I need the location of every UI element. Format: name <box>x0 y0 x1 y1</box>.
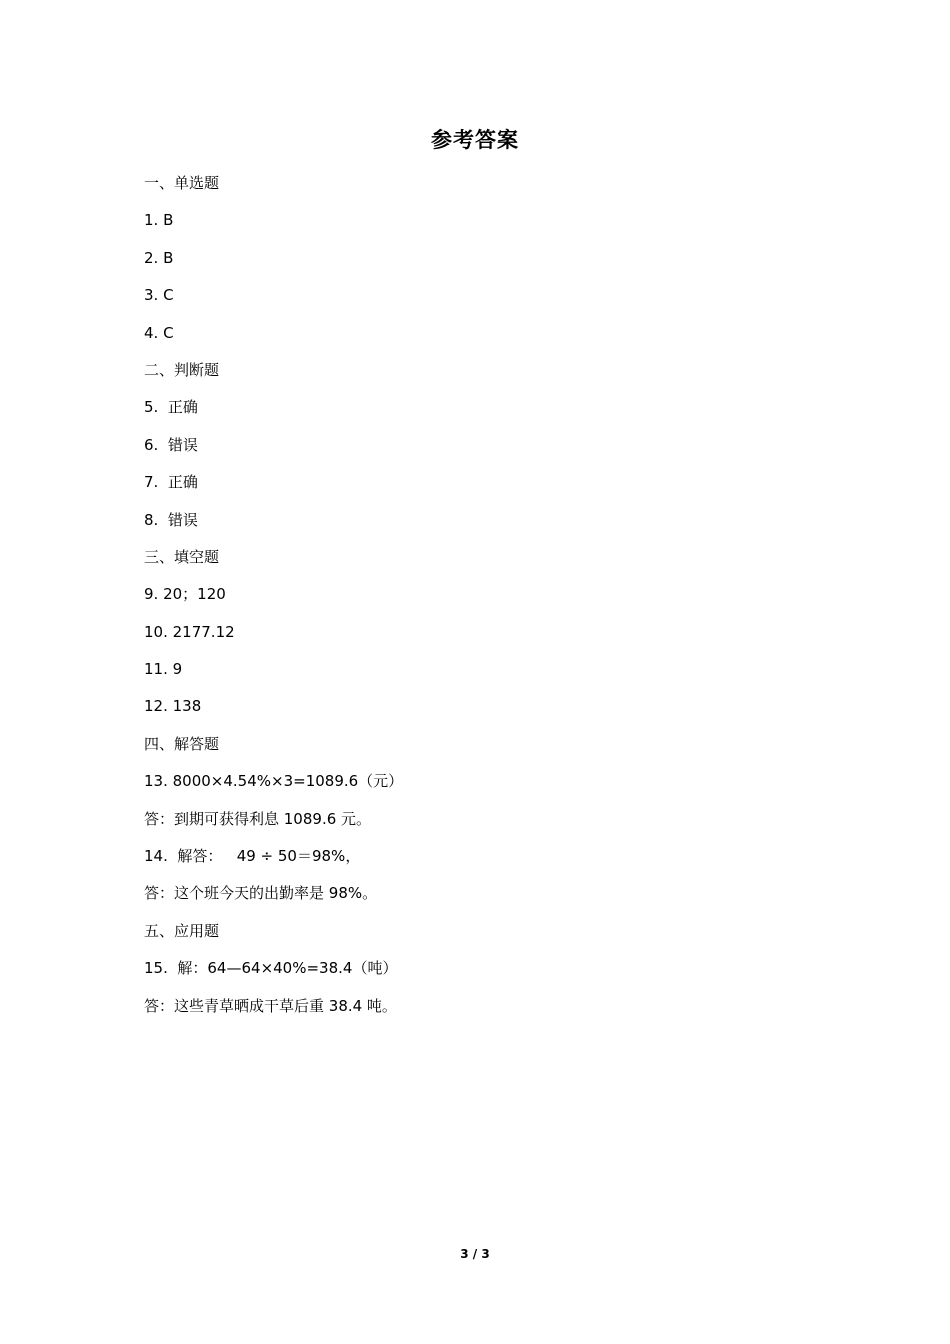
answer-line: 6. 错误 <box>144 435 198 454</box>
answer-line: 8. 错误 <box>144 510 198 529</box>
section-heading: 四、解答题 <box>144 734 220 753</box>
page-number: 3 / 3 <box>460 1247 490 1261</box>
section-heading: 二、判断题 <box>144 360 220 379</box>
answer-line: 答：这些青草晒成干草后重 38.4 吨。 <box>144 996 397 1015</box>
answer-line: 答：到期可获得利息 1089.6 元。 <box>144 809 372 828</box>
answer-line: 7. 正确 <box>144 473 198 492</box>
answer-list <box>144 172 824 1032</box>
answer-line: 1. B <box>144 211 174 230</box>
section-heading: 一、单选题 <box>144 174 220 192</box>
section-heading: 三、填空题 <box>144 547 220 566</box>
section-heading: 五、应用题 <box>144 921 220 940</box>
answer-line: 14. 解答： 49 ÷ 50＝98%， <box>144 847 361 866</box>
answer-line: 15. 解：64—64×40%=38.4（吨） <box>144 959 398 978</box>
answer-line: 2. B <box>144 248 174 267</box>
answer-line: 10. 2177.12 <box>144 622 235 641</box>
answer-line: 4. C <box>144 323 174 342</box>
answer-line: 9. 20；120 <box>144 585 226 604</box>
answer-line: 5. 正确 <box>144 398 198 417</box>
answer-line: 3. C <box>144 286 174 305</box>
answer-line: 13. 8000×4.54%×3=1089.6（元） <box>144 772 404 791</box>
answer-line: 答：这个班今天的出勤率是 98%。 <box>144 884 378 903</box>
answer-line: 12. 138 <box>144 697 202 716</box>
answer-line: 11. 9 <box>144 660 183 679</box>
page-title: 参考答案 <box>431 128 519 152</box>
